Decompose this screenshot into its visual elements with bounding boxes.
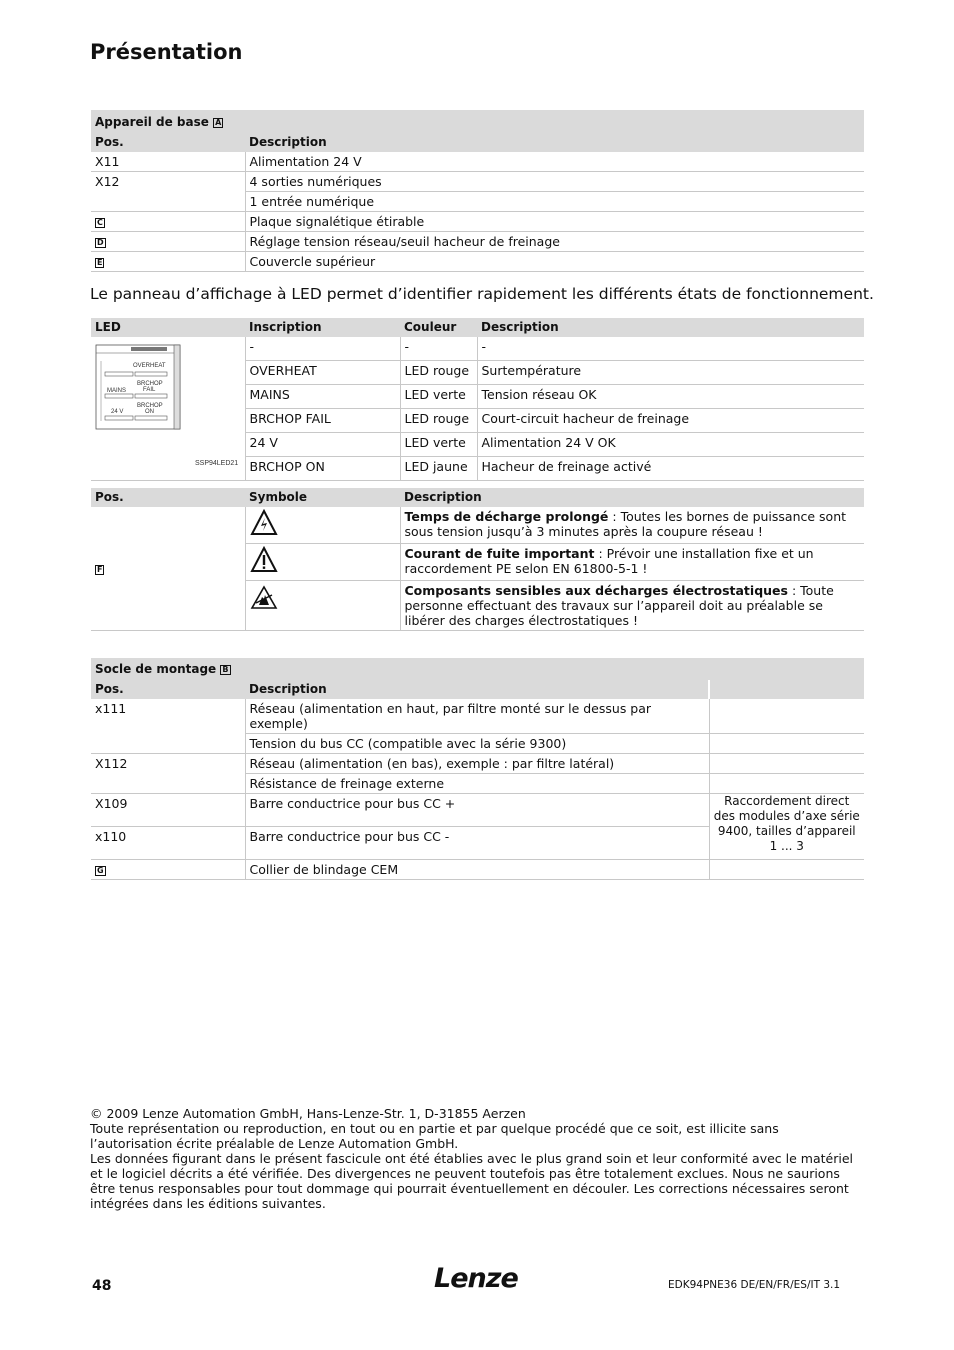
col-note-header — [709, 680, 864, 699]
led-label-cell: BRCHOP ON — [245, 457, 400, 481]
note-cell — [709, 734, 864, 754]
led-desc-cell: Alimentation 24 V OK — [477, 433, 864, 457]
col-pos-header: Pos. — [91, 680, 245, 699]
page-title: Présentation — [90, 40, 243, 64]
pos-cell: X11 — [91, 152, 245, 172]
led-table — [91, 318, 864, 481]
note-cell — [709, 699, 864, 734]
liability-notice: Les données figurant dans le présent fascicule ont été établies avec le plus grand soin et leur conformité avec le matériel et le logiciel décrits a été vérifiée. Des divergences ne peuvent toutefois pas être totalement exclues. Nous ne saurions être tenus responsables pour tout dommage qui pourrait éventuellement en découler. Les corrections nécessaires seront intégrées dans les éditions suivantes. — [90, 1151, 853, 1211]
col-pos-header: Pos. — [91, 133, 245, 152]
led-color-cell: LED jaune — [400, 457, 477, 481]
col-pos-header: Pos. — [91, 488, 245, 507]
col-desc-header: Description — [245, 133, 864, 152]
direct-connection-note: Raccordement direct des modules d’axe série 9400, tailles d’appareil 1 ... 3 — [709, 794, 864, 860]
led-desc-cell: Court-circuit hacheur de freinage — [477, 409, 864, 433]
high-voltage-warning-icon — [245, 507, 400, 544]
note-cell — [709, 774, 864, 794]
base-table-title: Appareil de base A — [91, 110, 864, 133]
led-desc-cell: Surtempérature — [477, 361, 864, 385]
mount-table — [91, 658, 864, 880]
desc-cell: Résistance de freinage externe — [245, 774, 709, 794]
led-desc-cell: - — [477, 337, 864, 361]
panel-label-fail: FAIL — [143, 387, 156, 393]
pos-cell: X112 — [91, 754, 245, 794]
panel-label-brchop: BRCHOP — [137, 403, 163, 409]
page-number: 48 — [92, 1278, 112, 1294]
panel-label-24v: 24 V — [111, 409, 124, 415]
reproduction-notice: Toute représentation ou reproduction, en tout ou en partie et par quelque procédé que ce soit, est illicite sans l’autorisation écrite préalable de Lenze Automation GmbH. — [90, 1121, 779, 1151]
col-color-header: Couleur — [400, 318, 477, 337]
panel-label-overheat: OVERHEAT — [133, 363, 166, 369]
col-desc-header: Description — [245, 680, 709, 699]
led-color-cell: - — [400, 337, 477, 361]
desc-cell: Plaque signalétique étirable — [245, 212, 864, 232]
pos-cell: C — [91, 212, 245, 232]
desc-cell: 4 sorties numériques — [245, 172, 864, 192]
general-warning-icon — [245, 544, 400, 581]
symbol-desc-cell: Temps de décharge prolongé : Toutes les bornes de puissance sont sous tension jusqu’à 3 minutes après la coupure réseau ! — [400, 507, 864, 544]
esd-warning-icon — [245, 581, 400, 631]
desc-cell: 1 entrée numérique — [245, 192, 864, 212]
col-desc-header: Description — [400, 488, 864, 507]
desc-cell: Barre conductrice pour bus CC - — [245, 827, 709, 860]
panel-label-brchop: BRCHOP — [137, 381, 163, 387]
image-caption: SSP94LED21 — [195, 460, 239, 467]
note-cell — [709, 860, 864, 880]
led-color-cell: LED rouge — [400, 409, 477, 433]
desc-cell: Réglage tension réseau/seuil hacheur de freinage — [245, 232, 864, 252]
document-reference: EDK94PNE36 DE/EN/FR/ES/IT 3.1 — [668, 1279, 841, 1291]
desc-cell: Tension du bus CC (compatible avec la série 9300) — [245, 734, 709, 754]
led-label-cell: 24 V — [245, 433, 400, 457]
panel-label-mains: MAINS — [107, 388, 127, 394]
legal-notice — [90, 1106, 865, 1211]
base-device-table — [91, 110, 864, 272]
desc-cell: Collier de blindage CEM — [245, 860, 709, 880]
col-symbol-header: Symbole — [245, 488, 400, 507]
led-desc-cell: Tension réseau OK — [477, 385, 864, 409]
symbol-table — [91, 488, 864, 631]
led-label-cell: - — [245, 337, 400, 361]
led-label-cell: BRCHOP FAIL — [245, 409, 400, 433]
desc-cell: Barre conductrice pour bus CC + — [245, 794, 709, 827]
led-color-cell: LED verte — [400, 385, 477, 409]
lead-paragraph: Le panneau d’affichage à LED permet d’identifier rapidement les différents états de fonctionnement. — [90, 285, 874, 303]
led-label-cell: OVERHEAT — [245, 361, 400, 385]
pos-cell: X109 — [91, 794, 245, 827]
lenze-logo: Lenze — [434, 1263, 518, 1294]
col-led-header: LED — [91, 318, 245, 337]
symbol-desc-cell: Composants sensibles aux décharges électrostatiques : Toute personne effectuant des travaux sur l’appareil doit au préalable se libérer des charges électrostatiques ! — [400, 581, 864, 631]
pos-cell: E — [91, 252, 245, 272]
led-panel-image — [91, 337, 245, 481]
mount-table-title: Socle de montage B — [91, 658, 864, 680]
note-cell — [709, 754, 864, 774]
desc-cell: Alimentation 24 V — [245, 152, 864, 172]
col-desc-header: Description — [477, 318, 864, 337]
pos-cell: x111 — [91, 699, 245, 754]
led-color-cell: LED verte — [400, 433, 477, 457]
pos-cell: F — [91, 507, 245, 631]
led-color-cell: LED rouge — [400, 361, 477, 385]
led-label-cell: MAINS — [245, 385, 400, 409]
led-desc-cell: Hacheur de freinage activé — [477, 457, 864, 481]
symbol-desc-cell: Courant de fuite important : Prévoir une installation fixe et un raccordement PE selon EN 61800-5-1 ! — [400, 544, 864, 581]
pos-cell: X12 — [91, 172, 245, 212]
pos-cell: D — [91, 232, 245, 252]
desc-cell: Réseau (alimentation en haut, par filtre monté sur le dessus par exemple) — [245, 699, 709, 734]
desc-cell: Couvercle supérieur — [245, 252, 864, 272]
col-label-header: Inscription — [245, 318, 400, 337]
pos-cell: G — [91, 860, 245, 880]
pos-cell: x110 — [91, 827, 245, 860]
desc-cell: Réseau (alimentation (en bas), exemple : par filtre latéral) — [245, 754, 709, 774]
panel-label-on: ON — [145, 409, 154, 415]
copyright-line: © 2009 Lenze Automation GmbH, Hans-Lenze-Str. 1, D-31855 Aerzen — [90, 1106, 526, 1121]
